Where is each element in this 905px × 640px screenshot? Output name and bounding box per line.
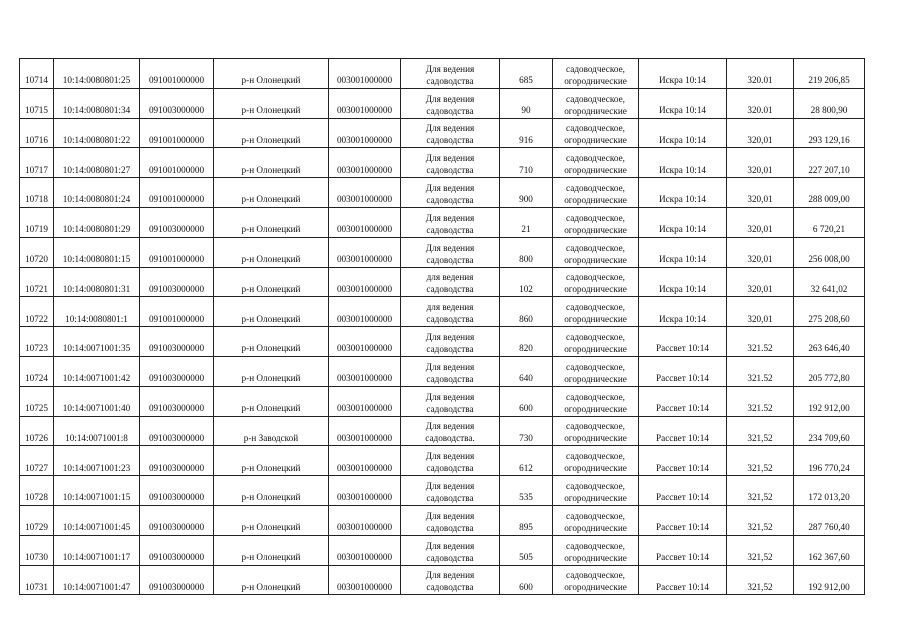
purpose-cell: [401, 118, 500, 148]
row-number-cell: 10725: [20, 386, 54, 416]
row-number-cell: 10719: [20, 207, 54, 237]
code-cell: 091001000000: [140, 148, 214, 178]
purpose-line-1: Для ведения: [425, 182, 475, 193]
row-number-cell: 10715: [20, 88, 54, 118]
district-cell: р-н Олонецкий: [214, 505, 329, 535]
usage-cell: [553, 267, 639, 297]
table-row: [20, 565, 865, 595]
purpose-line-1: Для ведения: [425, 570, 475, 581]
usage-line-1: садоводческое,: [566, 182, 625, 193]
area-cell: 535: [500, 476, 553, 506]
usage-line-1: садоводческое,: [566, 540, 625, 551]
purpose-line-2: садоводства: [426, 343, 474, 354]
table-row: [20, 327, 865, 357]
price-cell: 320,01: [727, 207, 794, 237]
cadastral-value-cell: 256 008,00: [794, 237, 865, 267]
cadastral-number-cell: 10:14:0080801:27: [54, 148, 140, 178]
area-cell: 640: [500, 356, 553, 386]
area-cell: 612: [500, 446, 553, 476]
table-row: [20, 505, 865, 535]
usage-line-2: огороднические: [564, 492, 627, 503]
cadastral-number-cell: 10:14:0071001:40: [54, 386, 140, 416]
cadastral-number-cell: 10:14:0080801:24: [54, 178, 140, 208]
row-number-cell: 10728: [20, 476, 54, 506]
district-cell: р-н Олонецкий: [214, 178, 329, 208]
purpose-line-2: садоводства: [426, 105, 474, 116]
area-cell: 800: [500, 237, 553, 267]
purpose-cell: [401, 88, 500, 118]
usage-cell: [553, 535, 639, 565]
code-cell: 091001000000: [140, 178, 214, 208]
zone-cell: Искра 10:14: [639, 297, 727, 327]
usage-line-2: огороднические: [564, 522, 627, 533]
table-row: [20, 356, 865, 386]
zone-cell: Искра 10:14: [639, 118, 727, 148]
purpose-cell: [401, 356, 500, 386]
cadastral-value-cell: 162 367,60: [794, 535, 865, 565]
district-cell: р-н Олонецкий: [214, 148, 329, 178]
table-row: [20, 88, 865, 118]
purpose-line-2: садоводства: [426, 373, 474, 384]
zone-cell: Рассвет 10:14: [639, 535, 727, 565]
zone-cell: Рассвет 10:14: [639, 386, 727, 416]
zone-cell: Рассвет 10:14: [639, 565, 727, 595]
usage-line-2: огороднические: [564, 552, 627, 563]
category-code-cell: 003001000000: [329, 327, 401, 357]
usage-line-1: садоводческое,: [566, 570, 625, 581]
usage-line-1: садоводческое,: [566, 331, 625, 342]
code-cell: 091003000000: [140, 416, 214, 446]
row-number-cell: 10716: [20, 118, 54, 148]
price-cell: 321.52: [727, 386, 794, 416]
purpose-line-2: садоводства: [426, 135, 474, 146]
price-cell: 321,52: [727, 565, 794, 595]
table-row: [20, 446, 865, 476]
cadastral-value-cell: 219 206,85: [794, 59, 865, 89]
purpose-line-1: Для ведения: [425, 421, 475, 432]
purpose-cell: [401, 386, 500, 416]
district-cell: р-н Заводской: [214, 416, 329, 446]
category-code-cell: 003001000000: [329, 148, 401, 178]
purpose-line-2: садоводства: [426, 165, 474, 176]
district-cell: р-н Олонецкий: [214, 88, 329, 118]
cadastral-number-cell: 10:14:0080801:25: [54, 59, 140, 89]
price-cell: 320,01: [727, 148, 794, 178]
cadastral-number-cell: 10:14:0071001:15: [54, 476, 140, 506]
purpose-cell: [401, 565, 500, 595]
usage-line-1: садоводческое,: [566, 421, 625, 432]
purpose-line-2: садоводства: [426, 492, 474, 503]
purpose-line-1: Для ведения: [425, 480, 475, 491]
table-row: [20, 416, 865, 446]
cadastral-value-cell: 172 013,20: [794, 476, 865, 506]
table-body: [20, 59, 865, 595]
price-cell: 320,01: [727, 178, 794, 208]
district-cell: р-н Олонецкий: [214, 327, 329, 357]
table-row: [20, 207, 865, 237]
table-row: [20, 178, 865, 208]
usage-cell: [553, 207, 639, 237]
purpose-cell: [401, 148, 500, 178]
category-code-cell: 003001000000: [329, 535, 401, 565]
purpose-line-1: Для ведения: [425, 123, 475, 134]
row-number-cell: 10731: [20, 565, 54, 595]
purpose-line-1: Для ведения: [425, 63, 475, 74]
row-number-cell: 10729: [20, 505, 54, 535]
area-cell: 600: [500, 565, 553, 595]
row-number-cell: 10714: [20, 59, 54, 89]
cadastral-number-cell: 10:14:0071001:23: [54, 446, 140, 476]
purpose-line-2: садоводства: [426, 522, 474, 533]
area-cell: 102: [500, 267, 553, 297]
cadastral-value-cell: 287 760,40: [794, 505, 865, 535]
category-code-cell: 003001000000: [329, 237, 401, 267]
code-cell: 091003000000: [140, 327, 214, 357]
usage-cell: [553, 386, 639, 416]
cadastral-value-cell: 275 208,60: [794, 297, 865, 327]
purpose-line-2: садоводства: [426, 403, 474, 414]
cadastral-number-cell: 10:14:0071001:45: [54, 505, 140, 535]
price-cell: 320,01: [727, 267, 794, 297]
code-cell: 091001000000: [140, 59, 214, 89]
code-cell: 091001000000: [140, 237, 214, 267]
price-cell: 321,52: [727, 535, 794, 565]
cadastral-number-cell: 10:14:0080801:15: [54, 237, 140, 267]
code-cell: 091001000000: [140, 118, 214, 148]
purpose-cell: [401, 505, 500, 535]
category-code-cell: 003001000000: [329, 416, 401, 446]
area-cell: 895: [500, 505, 553, 535]
usage-cell: [553, 356, 639, 386]
cadastral-value-cell: 288 009,00: [794, 178, 865, 208]
usage-cell: [553, 416, 639, 446]
purpose-line-2: садоводства.: [425, 433, 475, 444]
purpose-line-2: садоводства: [426, 463, 474, 474]
usage-cell: [553, 297, 639, 327]
area-cell: 860: [500, 297, 553, 327]
row-number-cell: 10720: [20, 237, 54, 267]
area-cell: 820: [500, 327, 553, 357]
usage-line-2: огороднические: [564, 314, 627, 325]
usage-line-1: садоводческое,: [566, 510, 625, 521]
code-cell: 091003000000: [140, 356, 214, 386]
zone-cell: Рассвет 10:14: [639, 327, 727, 357]
row-number-cell: 10726: [20, 416, 54, 446]
usage-cell: [553, 118, 639, 148]
purpose-line-1: Для ведения: [425, 93, 475, 104]
usage-cell: [553, 237, 639, 267]
price-cell: 321,52: [727, 416, 794, 446]
area-cell: 21: [500, 207, 553, 237]
usage-line-2: огороднические: [564, 194, 627, 205]
table-row: [20, 535, 865, 565]
usage-line-2: огороднические: [564, 284, 627, 295]
cadastral-number-cell: 10:14:0080801:31: [54, 267, 140, 297]
category-code-cell: 003001000000: [329, 476, 401, 506]
purpose-line-1: Для ведения: [425, 242, 475, 253]
table-row: [20, 237, 865, 267]
code-cell: 091003000000: [140, 386, 214, 416]
purpose-cell: [401, 446, 500, 476]
price-cell: 320.01: [727, 59, 794, 89]
usage-line-2: огороднические: [564, 224, 627, 235]
table-row: [20, 118, 865, 148]
usage-line-2: огороднические: [564, 165, 627, 176]
usage-line-2: огороднические: [564, 135, 627, 146]
row-number-cell: 10727: [20, 446, 54, 476]
purpose-line-1: Для ведения: [425, 540, 475, 551]
cadastral-value-cell: 293 129,16: [794, 118, 865, 148]
usage-line-2: огороднические: [564, 75, 627, 86]
purpose-line-1: Для ведения: [425, 451, 475, 462]
category-code-cell: 003001000000: [329, 267, 401, 297]
usage-line-2: огороднические: [564, 433, 627, 444]
cadastral-number-cell: 10:14:0080801:34: [54, 88, 140, 118]
purpose-cell: [401, 535, 500, 565]
purpose-cell: [401, 267, 500, 297]
area-cell: 600: [500, 386, 553, 416]
code-cell: 091003000000: [140, 207, 214, 237]
usage-line-1: садоводческое,: [566, 212, 625, 223]
zone-cell: Рассвет 10:14: [639, 446, 727, 476]
area-cell: 505: [500, 535, 553, 565]
purpose-line-2: садоводства: [426, 314, 474, 325]
area-cell: 90: [500, 88, 553, 118]
purpose-cell: [401, 207, 500, 237]
purpose-cell: [401, 416, 500, 446]
purpose-line-1: Для ведения: [425, 331, 475, 342]
table-row: [20, 59, 865, 89]
purpose-cell: [401, 178, 500, 208]
zone-cell: Искра 10:14: [639, 267, 727, 297]
price-cell: 320,01: [727, 118, 794, 148]
area-cell: 916: [500, 118, 553, 148]
category-code-cell: 003001000000: [329, 59, 401, 89]
usage-cell: [553, 148, 639, 178]
row-number-cell: 10722: [20, 297, 54, 327]
purpose-line-2: садоводства: [426, 224, 474, 235]
code-cell: 091003000000: [140, 267, 214, 297]
cadastral-value-cell: 6 720,21: [794, 207, 865, 237]
code-cell: 091003000000: [140, 476, 214, 506]
usage-line-2: огороднические: [564, 373, 627, 384]
zone-cell: Искра 10:14: [639, 59, 727, 89]
usage-line-1: садоводческое,: [566, 451, 625, 462]
area-cell: 685: [500, 59, 553, 89]
purpose-line-1: Для ведения: [425, 212, 475, 223]
zone-cell: Искра 10:14: [639, 148, 727, 178]
code-cell: 091003000000: [140, 88, 214, 118]
zone-cell: Искра 10:14: [639, 207, 727, 237]
category-code-cell: 003001000000: [329, 88, 401, 118]
price-cell: 321,52: [727, 476, 794, 506]
usage-cell: [553, 565, 639, 595]
purpose-line-2: садоводства: [426, 254, 474, 265]
category-code-cell: 003001000000: [329, 386, 401, 416]
usage-line-2: огороднические: [564, 582, 627, 593]
table-row: [20, 476, 865, 506]
category-code-cell: 003001000000: [329, 446, 401, 476]
category-code-cell: 003001000000: [329, 565, 401, 595]
table-row: [20, 148, 865, 178]
district-cell: р-н Олонецкий: [214, 535, 329, 565]
district-cell: р-н Олонецкий: [214, 356, 329, 386]
usage-line-2: огороднические: [564, 254, 627, 265]
row-number-cell: 10730: [20, 535, 54, 565]
cadastral-number-cell: 10:14:0080801:22: [54, 118, 140, 148]
price-cell: 321,52: [727, 446, 794, 476]
usage-line-1: садоводческое,: [566, 123, 625, 134]
table-row: [20, 297, 865, 327]
code-cell: 091003000000: [140, 565, 214, 595]
area-cell: 900: [500, 178, 553, 208]
cadastral-number-cell: 10:14:0071001:35: [54, 327, 140, 357]
purpose-line-1: для ведения: [426, 272, 474, 283]
district-cell: р-н Олонецкий: [214, 565, 329, 595]
district-cell: р-н Олонецкий: [214, 297, 329, 327]
cadastral-number-cell: 10:14:0071001:47: [54, 565, 140, 595]
code-cell: 091003000000: [140, 446, 214, 476]
usage-cell: [553, 446, 639, 476]
purpose-line-1: Для ведения: [425, 391, 475, 402]
district-cell: р-н Олонецкий: [214, 237, 329, 267]
zone-cell: Рассвет 10:14: [639, 416, 727, 446]
area-cell: 710: [500, 148, 553, 178]
district-cell: р-н Олонецкий: [214, 446, 329, 476]
usage-line-2: огороднические: [564, 105, 627, 116]
usage-line-2: огороднические: [564, 343, 627, 354]
purpose-line-2: садоводства: [426, 284, 474, 295]
usage-cell: [553, 505, 639, 535]
price-cell: 321,52: [727, 505, 794, 535]
area-cell: 730: [500, 416, 553, 446]
purpose-line-2: садоводства: [426, 194, 474, 205]
purpose-cell: [401, 297, 500, 327]
purpose-cell: [401, 327, 500, 357]
cadastral-number-cell: 10:14:0071001:42: [54, 356, 140, 386]
cadastral-number-cell: 10:14:0080801:1: [54, 297, 140, 327]
cadastral-value-cell: 205 772,80: [794, 356, 865, 386]
row-number-cell: 10718: [20, 178, 54, 208]
purpose-cell: [401, 476, 500, 506]
cadastral-number-cell: 10:14:0071001:17: [54, 535, 140, 565]
category-code-cell: 003001000000: [329, 207, 401, 237]
cadastral-value-cell: 192 912,00: [794, 386, 865, 416]
usage-line-2: огороднические: [564, 463, 627, 474]
zone-cell: Искра 10:14: [639, 237, 727, 267]
district-cell: р-н Олонецкий: [214, 207, 329, 237]
purpose-line-2: садоводства: [426, 582, 474, 593]
usage-line-1: садоводческое,: [566, 153, 625, 164]
table-row: [20, 267, 865, 297]
land-plots-table: [19, 58, 865, 595]
cadastral-value-cell: 28 800,90: [794, 88, 865, 118]
code-cell: 091003000000: [140, 505, 214, 535]
purpose-line-2: садоводства: [426, 75, 474, 86]
price-cell: 320,01: [727, 297, 794, 327]
table-row: [20, 386, 865, 416]
usage-cell: [553, 178, 639, 208]
cadastral-value-cell: 234 709,60: [794, 416, 865, 446]
usage-line-1: садоводческое,: [566, 242, 625, 253]
document-page: [19, 58, 864, 595]
zone-cell: Рассвет 10:14: [639, 476, 727, 506]
usage-line-1: садоводческое,: [566, 63, 625, 74]
zone-cell: Искра 10:14: [639, 178, 727, 208]
category-code-cell: 003001000000: [329, 118, 401, 148]
usage-cell: [553, 327, 639, 357]
usage-cell: [553, 476, 639, 506]
purpose-line-2: садоводства: [426, 552, 474, 563]
price-cell: 320.01: [727, 88, 794, 118]
usage-line-1: садоводческое,: [566, 272, 625, 283]
code-cell: 091003000000: [140, 535, 214, 565]
price-cell: 320,01: [727, 237, 794, 267]
purpose-line-1: для ведения: [426, 302, 474, 313]
zone-cell: Искра 10:14: [639, 88, 727, 118]
category-code-cell: 003001000000: [329, 297, 401, 327]
cadastral-number-cell: 10:14:0080801:29: [54, 207, 140, 237]
cadastral-value-cell: 227 207,10: [794, 148, 865, 178]
district-cell: р-н Олонецкий: [214, 267, 329, 297]
category-code-cell: 003001000000: [329, 505, 401, 535]
row-number-cell: 10717: [20, 148, 54, 178]
row-number-cell: 10723: [20, 327, 54, 357]
district-cell: р-н Олонецкий: [214, 59, 329, 89]
usage-line-1: садоводческое,: [566, 480, 625, 491]
zone-cell: Рассвет 10:14: [639, 505, 727, 535]
purpose-cell: [401, 59, 500, 89]
usage-cell: [553, 88, 639, 118]
usage-cell: [553, 59, 639, 89]
category-code-cell: 003001000000: [329, 356, 401, 386]
price-cell: 321.52: [727, 327, 794, 357]
district-cell: р-н Олонецкий: [214, 386, 329, 416]
purpose-cell: [401, 237, 500, 267]
district-cell: р-н Олонецкий: [214, 118, 329, 148]
usage-line-1: садоводческое,: [566, 361, 625, 372]
cadastral-value-cell: 196 770,24: [794, 446, 865, 476]
cadastral-value-cell: 192 912,00: [794, 565, 865, 595]
cadastral-value-cell: 263 646,40: [794, 327, 865, 357]
cadastral-number-cell: 10:14:0071001:8: [54, 416, 140, 446]
purpose-line-1: Для ведения: [425, 153, 475, 164]
purpose-line-1: Для ведения: [425, 510, 475, 521]
category-code-cell: 003001000000: [329, 178, 401, 208]
zone-cell: Рассвет 10:14: [639, 356, 727, 386]
usage-line-1: садоводческое,: [566, 391, 625, 402]
usage-line-1: садоводческое,: [566, 93, 625, 104]
row-number-cell: 10724: [20, 356, 54, 386]
row-number-cell: 10721: [20, 267, 54, 297]
cadastral-value-cell: 32 641,02: [794, 267, 865, 297]
usage-line-2: огороднические: [564, 403, 627, 414]
price-cell: 321.52: [727, 356, 794, 386]
purpose-line-1: Для ведения: [425, 361, 475, 372]
district-cell: р-н Олонецкий: [214, 476, 329, 506]
code-cell: 091001000000: [140, 297, 214, 327]
usage-line-1: садоводческое,: [566, 302, 625, 313]
